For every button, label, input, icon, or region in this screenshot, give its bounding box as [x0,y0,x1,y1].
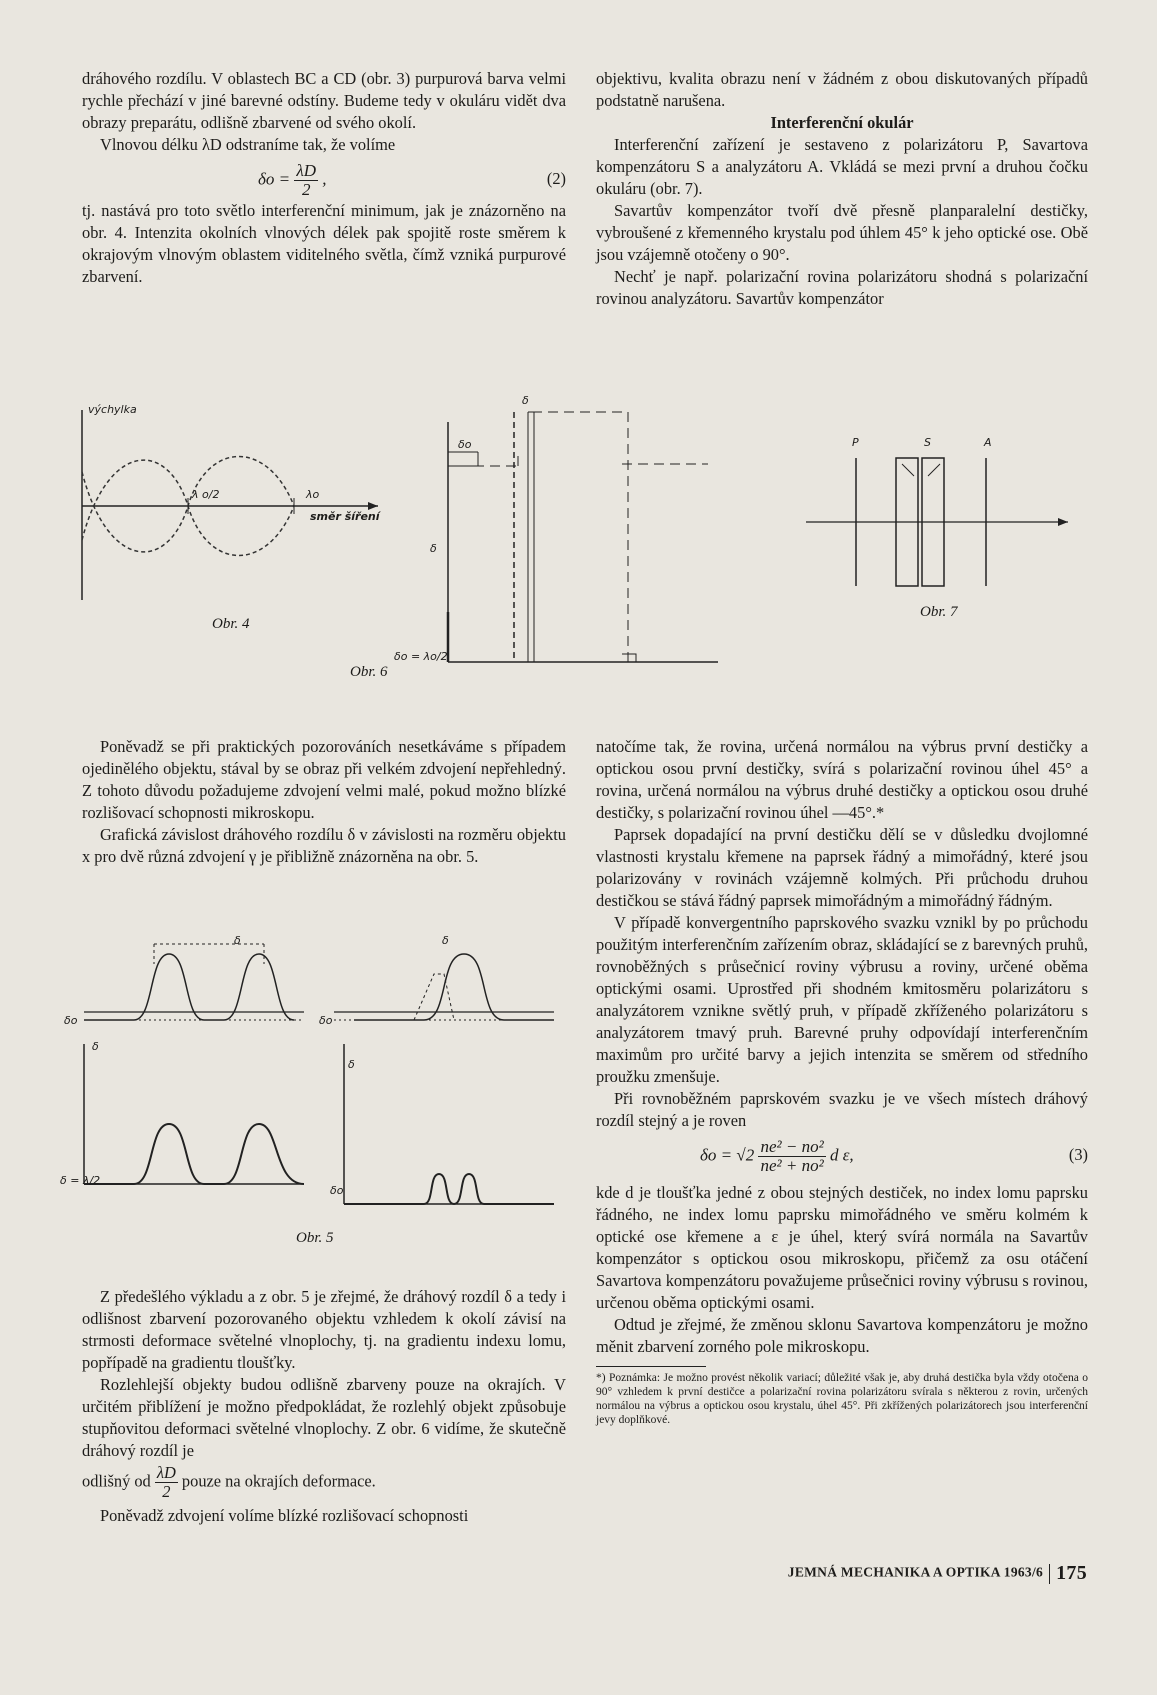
axis-arrowhead [368,502,378,510]
equation-number: (3) [1068,1145,1088,1164]
equation-numerator: ne² − no² [760,1137,824,1156]
figure-7-diagram [806,436,1086,626]
inline-fraction: $\frac{\lambda D}{2}$ [156,1463,176,1501]
right-column-bottom [596,736,1088,1427]
figure-7-caption: Obr. 7 [920,604,958,620]
footer-separator [1049,1564,1050,1584]
delta-label: δ [234,934,241,947]
section-heading: Interferenční okulár [770,113,914,132]
journal-name: JEMNÁ MECHANIKA A OPTIKA 1963/6 [787,1564,1044,1580]
paragraph: V případě konvergentního paprskového svazku vznikl by po průchodu použitým interferenčním zařízením obraz, skládající se z barevných pruhů, rovnoběžných s průsečnicí roviny výbrusu a roviny, určené oběma optickými osami. Uprostřed při shodném kmitosměru polarizátoru s analyzátorem vznikne světlý pruh, v případě zkříženého polarizátoru s analyzátorem tmavý pruh. Barevné pruhy odpovídají interferenčním maximům pro určité barvy a jejich intenzita se směrem od středního proužku zmenšuje. [596,913,1088,1086]
paragraph: Odtud je zřejmé, že změnou sklonu Savartova kompenzátoru je možno měnit zbarvení zorného pole mikroskopu. [596,1315,1088,1356]
left-column-top [82,68,566,288]
equation-denominator: 2 [301,180,311,199]
equation-lhs: δo = [258,169,291,189]
figure-4 [78,400,408,640]
paragraph: kde d je tloušťka jedné z obou stejných destiček, no index lomu paprsku řádného, ne index lomu paprsku mimořádného ve směru kolmém k optické ose křemene a ε je úhel, který svírá normála na Savartův kompenzátor s optickou osou mikroskopu, přičemž za osu otáčení Savartova kompenzátoru považujeme průsečnici roviny výbrusu s rovinou, určenou oběma optickými osami. [596,1183,1088,1312]
paragraph: Vlnovou délku λD odstraníme tak, že volíme [100,135,396,154]
equation-number: (2) [546,169,566,188]
delta-zero-label: δo [319,1014,333,1027]
paragraph: tj. nastává pro toto světlo interferenční minimum, jak je znázorněno na obr. 4. Intenzita okolních vlnových délek pak spojitě roste směrem k okrajovým vlnovým oblastem viditelného světla, čímž vzniká purpurové zbarvení. [82,201,566,286]
equation-2: δo = $\frac{\lambda D}{2}$ , (2) [258,161,566,199]
figure-4-caption: Obr. 4 [212,616,250,632]
delta-zero-label: δo [330,1184,344,1197]
inline-text: pouze na okrajích deformace. [181,1471,376,1491]
equation-rhs: d ε, [829,1145,854,1165]
paragraph: natočíme tak, že rovina, určená normálou na výbrus první destičky a optickou osou první destičky, svírá s polarizační rovinou úhel 45° a rovina, určená normálou na výbrus druhé destičky a optickou osou druhé destičky, s polarizační rovinou úhel —45°.* [596,737,1088,822]
figure-5-diagram [64,934,574,1256]
paragraph: dráhového rozdílu. V oblastech BC a CD (obr. 3) purpurová barva velmi rychle přechází v jiné barevné odstíny. Budeme tedy v okuláru vidět dva obrazy preparátu, odlišně zbarvené od svého okolí. [82,69,566,132]
paragraph: Poněvadž zdvojení volíme blízké rozlišovací schopnosti [100,1506,469,1525]
page-number: 175 [1056,1562,1087,1584]
delta-label: δ [442,934,449,947]
figure-5 [60,934,574,1256]
analyzer-label: A [984,436,992,449]
equation-denominator: ne² + no² [760,1156,824,1175]
figure-6 [350,392,728,682]
direction-label: směr šíření [310,510,380,523]
paragraph: Paprsek dopadající na první destičku dělí se v důsledku dvojlomné vlastnosti krystalu křemene na paprsek řádný a mimořádný, které jsou polarizovány v rovinách vzájemně kolmých. Při průchodu druhou destičkou se stává řádný paprsek mimořádným a mimořádný řádným. [596,825,1088,910]
delta-label: δ [92,1040,99,1053]
paragraph: Z předešlého výkladu a z obr. 5 je zřejmé, že dráhový rozdíl δ a tedy i odlišnost zbarvení pozorovaného objektu vzhledem k okolí závisí na strmosti deformace světelné vlnoplochy, tj. na gradientu indexu lomu, popřípadě na gradientu tloušťky. [82,1287,566,1372]
figure-7 [806,436,1086,626]
delta-zero-label: δo [458,438,472,451]
delta-label: δ [522,394,529,407]
paragraph: objektivu, kvalita obrazu není v žádném z obou diskutovaných případů podstatně narušena. [596,69,1088,110]
figure-6-caption: Obr. 6 [350,664,388,680]
footnote-rule [596,1366,706,1367]
compensator-label: S [924,436,931,449]
paragraph: Interferenční zařízení je sestaveno z polarizátoru P, Savartova kompenzátoru S a analyzátoru A. Vkládá se mezi první a druhou čočku okuláru (obr. 7). [596,135,1088,198]
paragraph [82,1464,566,1501]
delta-zero-label: δo [64,1014,78,1027]
equation-lhs: δo = √2 [700,1145,755,1165]
left-column-bottom [82,1286,566,1527]
delta-label: δ [348,1058,355,1071]
figure-6-diagram [418,392,728,682]
equation-3 [596,1132,1088,1182]
wavelength-label: λo [306,488,320,501]
paragraph: Nechť je např. polarizační rovina polarizátoru shodná s polarizační rovinou analyzátoru. Savartův kompenzátor [596,267,1088,308]
paragraph: Poněvadž se při praktických pozorováních nesetkáváme s případem ojedinělého objektu, stával by se obraz při velkém zdvojení nepřehledný. Z tohoto důvodu požadujeme zdvojení velmi malé, pokud možno blízké rozlišovací schopnosti mikroskopu. [82,737,566,822]
delta-half-lambda-label: δ = λ/2 [60,1174,101,1187]
delta-zero-label: δo = λo/2 [394,650,448,663]
paragraph: Grafická závislost dráhového rozdílu δ v závislosti na rozměru objektu x pro dvě různá zdvojení γ je přibližně znázorněna na obr. 5. [82,825,566,866]
paragraph: Při rovnoběžném paprskovém svazku je ve všech místech dráhový rozdíl stejný a je roven [596,1089,1088,1130]
ylabel: výchylka [88,403,137,416]
footnote: *) Poznámka: Je možno provést několik variací; důležité však je, aby druhá destička byla vždy otočena o 90° vzhledem k první destičce a polarizační rovina polarizátoru svírala s některou z rovin, určených normálou na výbrus a optickou osou krystalu, úhel 45°. Při zkřížených polarizátorech jsou interferenční jevy doplňkové. [596,1372,1088,1426]
inline-text: odlišný od [82,1471,151,1491]
half-wavelength-label: λ o/2 [192,488,220,501]
paragraph: Savartův kompenzátor tvoří dvě přesně planparalelní destičky, vybroušené z křemenného krystalu pod úhlem 45° k jeho optické ose. Obě jsou vzájemně otočeny o 90°. [596,201,1088,264]
paragraph: Rozlehlejší objekty budou odlišně zbarveny pouze na okrajích. V určitém přiblížení je možno předpokládat, že rozlehlý objekt způsobuje stupňovitou deformaci světelné vlnoplochy. Z obr. 6 vidíme, že skutečně dráhový rozdíl je [82,1375,566,1460]
delta-label: δ [430,542,437,555]
figure-5-caption: Obr. 5 [296,1230,334,1246]
polarizer-label: P [852,436,859,449]
right-column-top [596,68,1088,310]
left-column-middle [82,736,566,868]
page-footer [788,1562,1087,1585]
equation-numerator: λD [296,161,317,180]
